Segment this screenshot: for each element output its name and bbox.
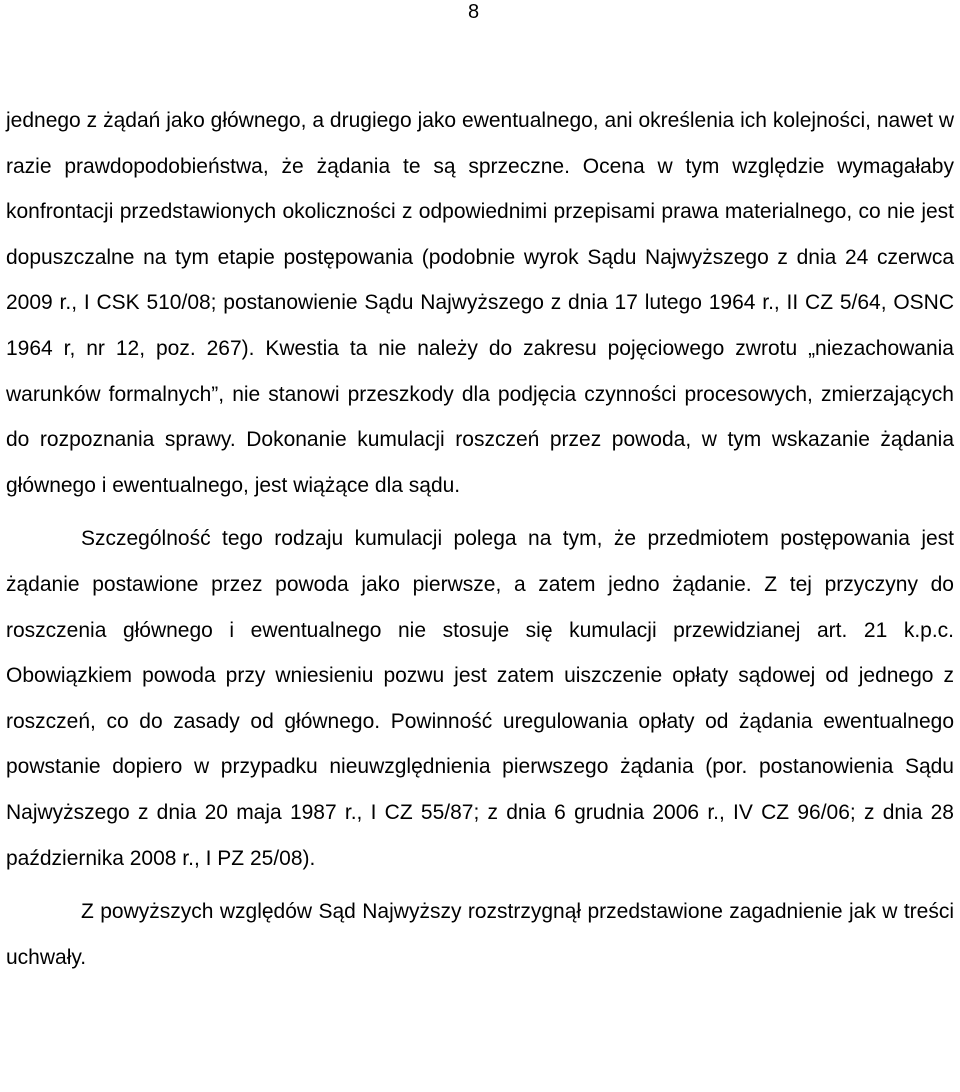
document-body bbox=[6, 98, 954, 980]
page-number-text: 8 bbox=[468, 1, 480, 23]
paragraph-cumulation: Szczególność tego rodzaju kumulacji polega na tym, że przedmiotem postępowania jest żądanie postawione przez powoda jako pierwsze, a zatem jedno żądanie. Z tej przyczyny do roszczenia głównego i ewentualnego nie stosuje się kumulacji przewidzianej art. 21 k.p.c. Obowiązkiem powoda przy wniesieniu pozwu jest zatem uiszczenie opłaty sądowej od jednego z roszczeń, co do zasady od głównego. Powinność uregulowania opłaty od żądania ewentualnego powstanie dopiero w przypadku nieuwzględnienia pierwszego żądania (por. postanowienia Sądu Najwyższego z dnia 20 maja 1987 r., I CZ 55/87; z dnia 6 grudnia 2006 r., IV CZ 96/06; z dnia 28 października 2008 r., I PZ 25/08). bbox=[6, 527, 954, 870]
paragraph-conclusion: Z powyższych względów Sąd Najwyższy rozstrzygnął przedstawione zagadnienie jak w treści uchwały. bbox=[6, 900, 954, 969]
paragraph-continuation: jednego z żądań jako głównego, a drugiego jako ewentualnego, ani określenia ich kolejności, nawet w razie prawdopodobieństwa, że żądania te są sprzeczne. Ocena w tym względzie wymagałaby konfrontacji przedstawionych okoliczności z odpowiednimi przepisami prawa materialnego, co nie jest dopuszczalne na tym etapie postępowania (podobnie wyrok Sądu Najwyższego z dnia 24 czerwca 2009 r., I CSK 510/08; postanowienie Sądu Najwyższego z dnia 17 lutego 1964 r., II CZ 5/64, OSNC 1964 r, nr 12, poz. 267). Kwestia ta nie należy do zakresu pojęciowego zwrotu „niezachowania warunków formalnych”, nie stanowi przeszkody dla podjęcia czynności procesowych, zmierzających do rozpoznania sprawy. Dokonanie kumulacji roszczeń przez powoda, w tym wskazanie żądania głównego i ewentualnego, jest wiążące dla sądu. bbox=[6, 109, 954, 497]
